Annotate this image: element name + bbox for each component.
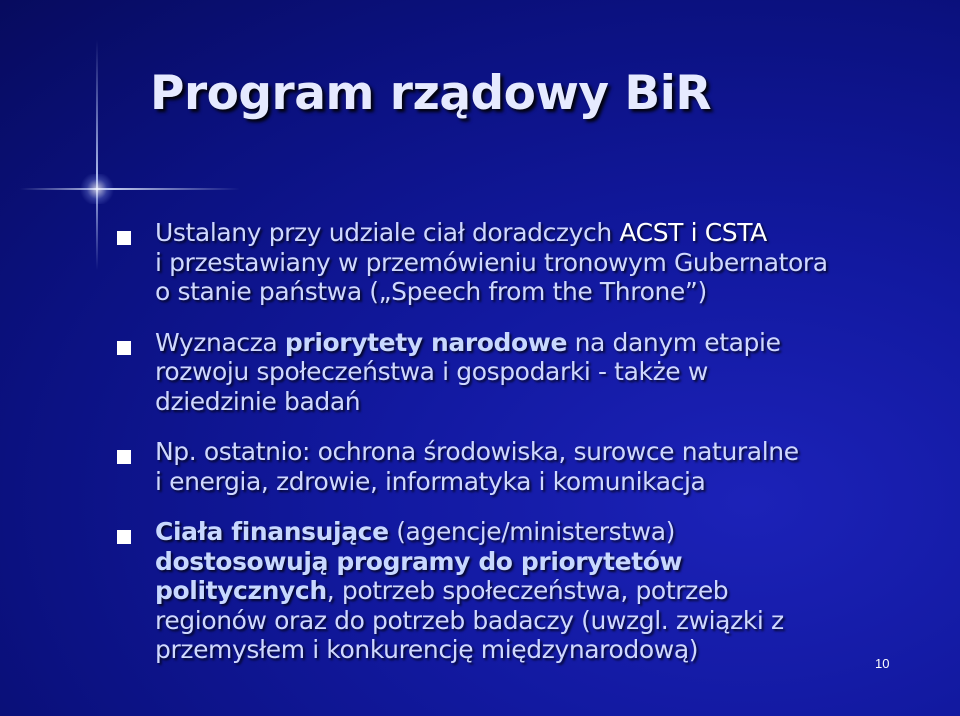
- bullet-square-icon: [117, 231, 131, 245]
- light-flare-vertical: [96, 40, 98, 270]
- text: i energia, zdrowie, informatyka i komunikacja: [155, 466, 706, 496]
- text: i: [683, 218, 705, 247]
- bullet-text-3: [155, 437, 945, 496]
- bullet-item-3: [115, 437, 945, 496]
- text: Ustalany przy udziale ciał doradczych: [155, 218, 620, 247]
- bullet-list: [115, 218, 945, 686]
- text: i przestawiany w przemówieniu tronowym Gubernatora: [155, 247, 828, 277]
- highlight-adjust-programs: dostosowują programy do priorytetów: [155, 546, 683, 576]
- acronym-acst: ACST: [619, 218, 684, 247]
- highlight-areas: ochrona środowiska, surowce naturalne: [317, 437, 799, 466]
- bullet-item-2: [115, 328, 945, 417]
- text: Np. ostatnio:: [155, 437, 318, 466]
- text: , potrzeb społeczeństwa, potrzeb: [326, 576, 729, 605]
- text: (agencje/ministerstwa): [388, 517, 675, 546]
- highlight-funding-bodies: Ciała finansujące: [155, 517, 389, 546]
- text: przemysłem i konkurencję międzynarodową): [155, 635, 699, 664]
- text: na danym etapie: [567, 327, 781, 357]
- text: Wyznacza: [155, 327, 285, 357]
- bullet-text-4: [155, 517, 945, 665]
- bullet-item-4: [115, 517, 945, 665]
- bullet-item-1: [115, 218, 945, 307]
- acronym-csta: CSTA: [704, 218, 767, 247]
- highlight-priorities: priorytety narodowe: [284, 327, 568, 357]
- bullet-square-icon: [117, 341, 131, 355]
- slide-number: 10: [875, 656, 890, 671]
- text: dziedzinie badań: [155, 386, 361, 416]
- highlight-political: politycznych: [155, 576, 327, 605]
- bullet-square-icon: [117, 450, 131, 464]
- text: rozwoju społeczeństwa i gospodarki - także w: [155, 357, 708, 386]
- slide-title: Program rządowy BiR: [150, 66, 712, 121]
- bullet-text-1: [155, 218, 945, 307]
- text: o stanie państwa („Speech from the Throne”): [155, 277, 707, 306]
- bullet-square-icon: [117, 530, 131, 544]
- text: regionów oraz do potrzeb badaczy (uwzgl. związki z: [155, 605, 784, 635]
- light-flare-horizontal: [20, 188, 240, 190]
- bullet-text-2: [155, 328, 945, 417]
- light-flare-glow: [80, 174, 114, 204]
